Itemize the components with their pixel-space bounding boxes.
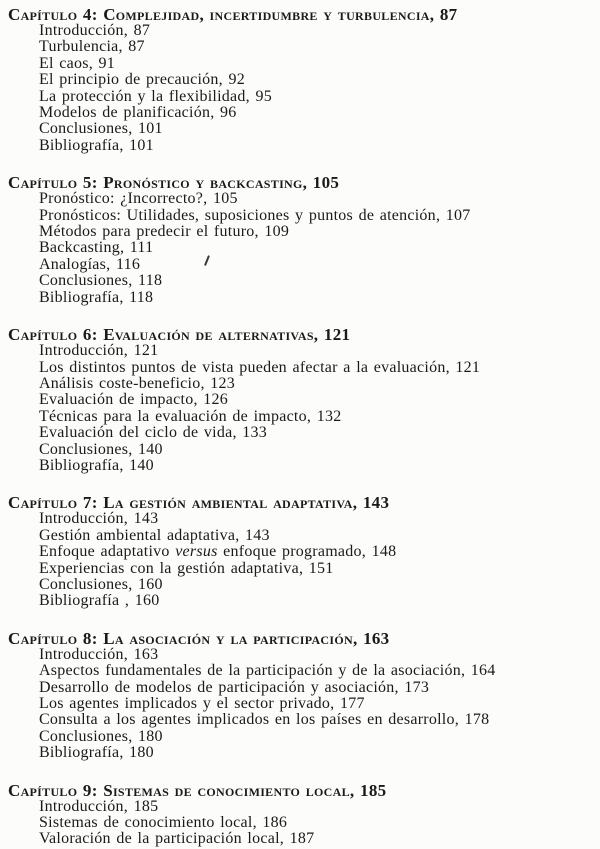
toc-entry: [8, 593, 596, 609]
toc-entry: [8, 442, 596, 458]
separator: ,: [200, 374, 211, 392]
entry-label: enfoque programado: [217, 543, 362, 561]
entry-label: Aspectos fundamentales de la participación y de la asociación: [39, 662, 461, 680]
separator: ,: [330, 695, 340, 712]
entry-page-number: 185: [133, 797, 159, 815]
chapter-6-block: [8, 326, 596, 474]
entry-label: Conclusiones: [39, 575, 129, 593]
entry-label: Bibliografía: [39, 592, 125, 610]
entry-page-number: 118: [138, 272, 163, 290]
toc-entry: [8, 121, 596, 137]
entry-label: Bibliografía: [39, 136, 120, 154]
separator: ,: [352, 493, 363, 513]
entry-label: Introducción: [39, 797, 124, 815]
entry-label: Conclusiones: [39, 440, 129, 458]
separator: ,: [352, 628, 364, 648]
entry-page-number: 116: [115, 255, 141, 273]
chapter-title: Capítulo 8: La asociación y la participación: [8, 628, 353, 648]
separator: ,: [349, 780, 361, 800]
separator: ,: [119, 136, 130, 154]
toc-entry: [8, 138, 596, 154]
chapter-page-number: 105: [312, 173, 340, 193]
entry-label: Desarrollo de modelos de participación y asociación: [39, 678, 395, 696]
toc-entry: [8, 343, 596, 359]
entry-label: Introducción: [39, 342, 124, 360]
entry-label: Bibliografía: [39, 288, 120, 306]
entry-page-number: 105: [212, 190, 238, 208]
separator: ,: [394, 678, 405, 696]
entry-label: Analogías: [39, 255, 107, 273]
entry-label: Gestión ambiental adaptativa: [39, 526, 236, 544]
chapter-title: Capítulo 4: Complejidad, incertidumbre y turbulencia: [8, 5, 430, 24]
chapter-title: Capítulo 6: Evaluación de alternativas: [8, 325, 314, 345]
toc-entry: [8, 425, 596, 441]
separator: ,: [306, 407, 317, 425]
entry-page-number: 95: [255, 87, 272, 105]
chapter-page-number: 87: [439, 5, 458, 24]
entry-label: Pronóstico: ¿Incorrecto?: [39, 190, 204, 208]
entry-page-number: 151: [308, 559, 334, 577]
separator: ,: [313, 325, 324, 345]
toc-entry: [8, 56, 596, 72]
toc-entry: [8, 208, 596, 224]
chapter-page-number: 121: [323, 325, 351, 345]
entry-label: Análisis coste-beneficio: [39, 374, 201, 392]
entry-page-number: 187: [289, 830, 315, 848]
entry-page-number: 123: [210, 374, 236, 392]
toc-entry: [8, 528, 596, 544]
entry-page-number: 101: [129, 136, 154, 154]
toc-entry: [8, 511, 596, 527]
separator: ,: [435, 206, 446, 224]
separator: ,: [118, 38, 129, 56]
chapter-5-block: [8, 174, 596, 306]
toc-entry: [8, 392, 596, 408]
toc-entry: [8, 376, 596, 392]
entry-label: Valoración de la participación local: [39, 830, 280, 848]
entry-label: Turbulencia: [39, 38, 119, 56]
entry-page-number: 180: [138, 727, 163, 745]
entry-label: Evaluación de impacto: [39, 391, 194, 409]
separator: ,: [210, 104, 221, 122]
chapter-page-number: 163: [363, 628, 390, 648]
toc-entry: [8, 409, 596, 425]
separator: ,: [119, 239, 130, 257]
entry-label: Sistemas de conocimiento local: [39, 814, 253, 832]
chapter-title: Capítulo 5: Pronóstico y backcasting: [8, 173, 303, 193]
separator: ,: [123, 645, 134, 663]
separator: ,: [232, 424, 243, 442]
chapter-5-heading: [8, 174, 596, 191]
entry-page-number: 96: [220, 104, 237, 122]
toc-entry: [8, 799, 596, 815]
entry-label: Introducción: [39, 510, 124, 528]
entry-page-number: 180: [129, 744, 154, 762]
toc-entry: [8, 680, 596, 696]
entry-page-number: 118: [129, 288, 154, 306]
toc-entry: [8, 273, 596, 289]
separator: ,: [302, 173, 313, 193]
entry-label-italic: versus: [175, 543, 218, 561]
chapter-4-block: [8, 6, 596, 154]
toc-entry: [8, 23, 596, 39]
toc-entry: [8, 712, 596, 728]
toc-entry: [8, 39, 596, 55]
separator: ,: [445, 358, 456, 376]
entry-label: Conclusiones: [39, 272, 129, 290]
chapter-9-heading: [8, 782, 596, 799]
separator: ,: [123, 797, 134, 815]
entry-page-number: 177: [339, 695, 365, 712]
toc-entry: [8, 72, 596, 88]
separator: ,: [88, 54, 99, 72]
entry-label: Los distintos puntos de vista pueden afectar a la evaluación: [39, 358, 446, 376]
entry-page-number: 160: [134, 592, 160, 610]
entry-page-number: 132: [316, 407, 342, 425]
toc-entry: [8, 745, 596, 761]
separator: ,: [460, 662, 471, 680]
separator: ,: [128, 575, 139, 593]
entry-page-number: 140: [129, 456, 154, 474]
toc-entry: [8, 577, 596, 593]
chapter-8-heading: [8, 630, 596, 647]
separator: ,: [252, 814, 263, 832]
entry-page-number: 186: [262, 814, 288, 832]
entry-page-number: 143: [245, 526, 270, 544]
toc-entry: [8, 696, 596, 712]
entry-label: El caos: [39, 54, 89, 72]
entry-page-number: 126: [203, 391, 229, 409]
toc-entry: [8, 647, 596, 663]
separator: ,: [279, 830, 290, 848]
separator: ,: [123, 510, 134, 528]
entry-page-number: 164: [470, 662, 496, 680]
entry-page-number: 92: [228, 71, 245, 89]
toc-entry: [8, 663, 596, 679]
chapter-title: Capítulo 7: La gestión ambiental adaptativa: [8, 493, 353, 513]
entry-page-number: 87: [128, 38, 145, 56]
chapter-8-block: [8, 630, 596, 762]
chapter-page-number: 185: [360, 780, 387, 800]
toc-entry: [8, 831, 596, 847]
entry-label: Introducción: [39, 22, 124, 39]
separator: ,: [128, 120, 139, 138]
entry-label: Experiencias con la gestión adaptativa: [39, 559, 299, 577]
chapter-9-block: [8, 782, 596, 848]
entry-page-number: 140: [138, 440, 163, 458]
separator: ,: [128, 440, 139, 458]
toc-entry: [8, 89, 596, 105]
toc-entry: [8, 544, 596, 560]
separator: ,: [124, 592, 135, 610]
entry-page-number: 121: [133, 342, 159, 360]
separator: ,: [254, 223, 265, 241]
separator: ,: [298, 559, 309, 577]
entry-page-number: 173: [404, 678, 430, 696]
separator: ,: [119, 456, 130, 474]
entry-label: Conclusiones: [39, 727, 129, 745]
toc-entry: [8, 224, 596, 240]
entry-label: Backcasting: [39, 239, 120, 257]
toc-entry: [8, 729, 596, 745]
chapter-4-heading: [8, 6, 596, 23]
chapter-page-number: 143: [362, 493, 390, 513]
entry-page-number: 111: [129, 239, 154, 257]
entry-label: Bibliografía: [39, 744, 120, 762]
entry-label: Los agentes implicados y el sector privado: [39, 695, 331, 712]
chapter-title: Capítulo 9: Sistemas de conocimiento local: [8, 780, 350, 800]
toc-entry: [8, 105, 596, 121]
separator: ,: [218, 71, 229, 89]
entry-page-number: 109: [264, 223, 290, 241]
chapter-6-heading: [8, 326, 596, 343]
entry-page-number: 91: [98, 54, 116, 72]
entry-label: Evaluación del ciclo de vida: [39, 424, 233, 442]
separator: ,: [123, 342, 134, 360]
entry-page-number: 143: [133, 510, 159, 528]
entry-label: Conclusiones: [39, 120, 129, 138]
entry-page-number: 121: [455, 358, 481, 376]
entry-page-number: 107: [445, 206, 471, 224]
entry-page-number: 101: [138, 120, 163, 138]
separator: ,: [128, 727, 139, 745]
toc-entry: [8, 191, 596, 207]
entry-label: Métodos para predecir el futuro: [39, 223, 255, 241]
separator: ,: [245, 87, 256, 105]
entry-label: La protección y la flexibilidad: [39, 87, 246, 105]
entry-page-number: 148: [371, 543, 397, 561]
separator: ,: [123, 22, 134, 39]
toc-entry: [8, 257, 596, 273]
separator: ,: [361, 543, 372, 561]
separator: ,: [193, 391, 204, 409]
entry-label: Bibliografía: [39, 456, 120, 474]
entry-page-number: 163: [133, 645, 159, 663]
separator: ,: [119, 288, 130, 306]
separator: ,: [119, 744, 130, 762]
toc-entry: [8, 290, 596, 306]
entry-page-number: 178: [464, 711, 490, 729]
entry-label: Introducción: [39, 645, 124, 663]
toc-entry: [8, 240, 596, 256]
entry-label: Consulta a los agentes implicados en los países en desarrollo: [39, 711, 455, 729]
toc-entry: [8, 458, 596, 474]
entry-label: El principio de precaución: [39, 71, 219, 89]
entry-label: Modelos de planificación: [39, 104, 211, 122]
toc-entry: [8, 360, 596, 376]
chapter-7-block: [8, 494, 596, 609]
entry-label: Pronósticos: Utilidades, suposiciones y puntos de atención: [39, 206, 436, 224]
entry-page-number: 160: [138, 575, 163, 593]
separator: ,: [454, 711, 465, 729]
toc-entry: [8, 815, 596, 831]
entry-page-number: 133: [242, 424, 268, 442]
separator: ,: [235, 526, 246, 544]
separator: ,: [106, 255, 116, 273]
entry-page-number: 87: [133, 22, 151, 39]
separator: ,: [203, 190, 213, 208]
chapter-7-heading: [8, 494, 596, 511]
separator: ,: [128, 272, 139, 290]
entry-label: Enfoque adaptativo: [39, 543, 176, 561]
toc-entry: [8, 561, 596, 577]
entry-label: Técnicas para la evaluación de impacto: [39, 407, 307, 425]
separator: ,: [429, 5, 440, 24]
